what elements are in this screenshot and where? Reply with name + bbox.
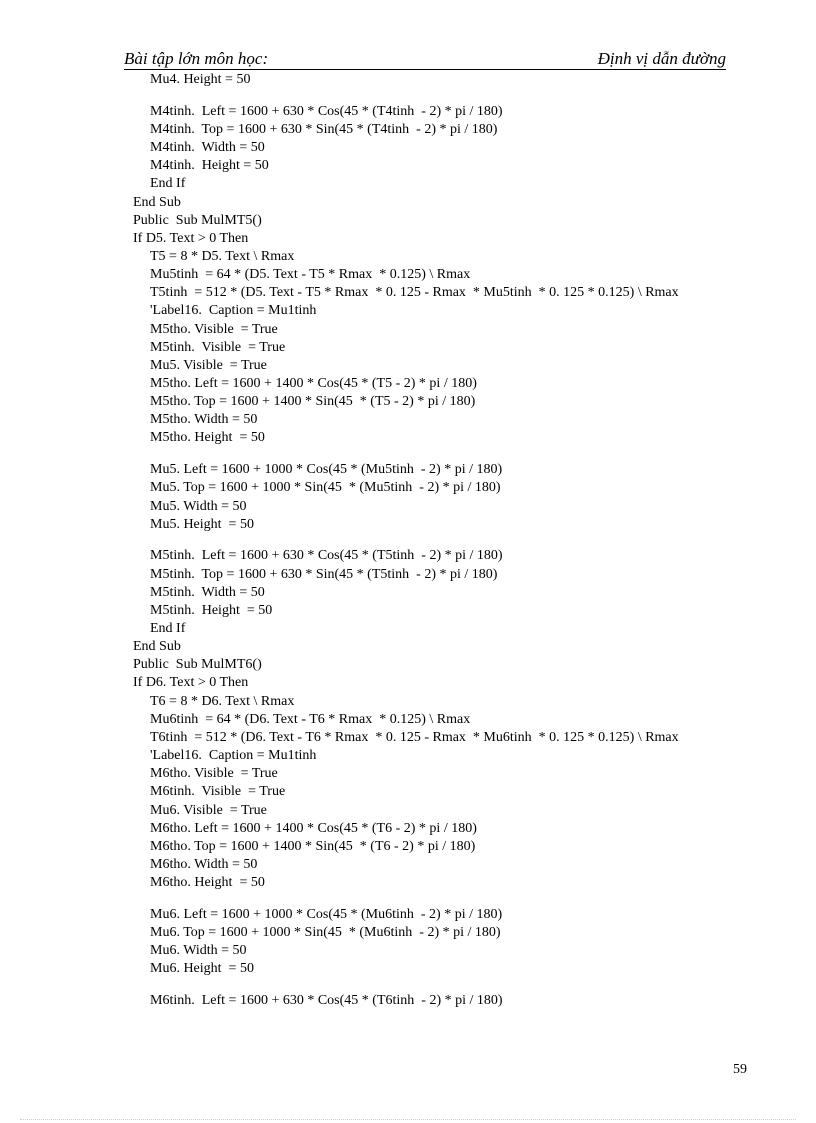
code-line: Mu6. Top = 1600 + 1000 * Sin(45 * (Mu6tinh - 2) * pi / 180) xyxy=(150,925,501,941)
code-line: Public Sub MulMT5() xyxy=(133,212,262,228)
code-line: Mu5. Width = 50 xyxy=(150,498,247,514)
code-line: 'Label16. Caption = Mu1tinh xyxy=(150,748,317,764)
code-line: 'Label16. Caption = Mu1tinh xyxy=(150,303,317,319)
code-line: Mu6. Height = 50 xyxy=(150,961,254,977)
code-line: M4tinh. Width = 50 xyxy=(150,140,265,156)
code-line: M5tho. Left = 1600 + 1400 * Cos(45 * (T5 - 2) * pi / 180) xyxy=(150,376,477,391)
header-subject-title: Định vị dẫn đường xyxy=(597,49,726,68)
code-line: M5tho. Visible = True xyxy=(150,321,278,337)
code-line: M5tho. Height = 50 xyxy=(150,430,265,446)
code-line: T6 = 8 * D6. Text \ Rmax xyxy=(150,693,295,709)
code-line: M5tinh. Visible = True xyxy=(150,339,286,355)
code-line: Mu6. Width = 50 xyxy=(150,943,247,959)
page-header xyxy=(124,49,726,70)
code-line: M6tho. Top = 1600 + 1400 * Sin(45 * (T6 - 2) * pi / 180) xyxy=(150,838,476,854)
code-line: End Sub xyxy=(133,639,181,655)
code-line: M5tho. Width = 50 xyxy=(150,412,258,428)
code-line: M4tinh. Top = 1600 + 630 * Sin(45 * (T4tinh - 2) * pi / 180) xyxy=(150,121,498,137)
code-line: Mu5tinh = 64 * (D5. Text - T5 * Rmax * 0.125) \ Rmax xyxy=(150,267,471,283)
code-line: Public Sub MulMT6() xyxy=(133,657,262,673)
code-line: End Sub xyxy=(133,194,181,210)
code-line: Mu4. Height = 50 xyxy=(150,72,251,87)
code-line: M4tinh. Left = 1600 + 630 * Cos(45 * (T4tinh - 2) * pi / 180) xyxy=(150,103,503,119)
code-line: Mu5. Height = 50 xyxy=(150,516,254,532)
code-line: Mu5. Left = 1600 + 1000 * Cos(45 * (Mu5tinh - 2) * pi / 180) xyxy=(150,462,503,478)
code-line: M6tho. Height = 50 xyxy=(150,875,265,891)
code-line: M6tho. Visible = True xyxy=(150,766,278,782)
code-line: End If xyxy=(150,176,186,192)
code-line: Mu5. Visible = True xyxy=(150,357,267,373)
page-number: 59 xyxy=(733,1062,747,1077)
code-line: M5tinh. Height = 50 xyxy=(150,602,273,618)
code-line: If D5. Text > 0 Then xyxy=(133,230,249,246)
code-line: Mu6tinh = 64 * (D6. Text - T6 * Rmax * 0.125) \ Rmax xyxy=(150,711,471,727)
code-line: M5tinh. Left = 1600 + 630 * Cos(45 * (T5tinh - 2) * pi / 180) xyxy=(150,548,503,564)
code-line: T5 = 8 * D5. Text \ Rmax xyxy=(150,248,295,264)
page-bottom-divider xyxy=(20,1119,796,1120)
code-line: M6tho. Left = 1600 + 1400 * Cos(45 * (T6 - 2) * pi / 180) xyxy=(150,820,477,836)
code-line: Mu6. Visible = True xyxy=(150,802,267,818)
code-line: M5tinh. Width = 50 xyxy=(150,584,265,600)
code-line: T6tinh = 512 * (D6. Text - T6 * Rmax * 0. 125 - Rmax * Mu6tinh * 0. 125 * 0.125) \ Rmax xyxy=(150,729,679,745)
code-line: End If xyxy=(150,621,186,637)
code-line: If D6. Text > 0 Then xyxy=(133,675,249,691)
code-line: Mu6. Left = 1600 + 1000 * Cos(45 * (Mu6tinh - 2) * pi / 180) xyxy=(150,906,503,922)
code-line: M5tho. Top = 1600 + 1400 * Sin(45 * (T5 - 2) * pi / 180) xyxy=(150,394,476,410)
code-line: M6tinh. Visible = True xyxy=(150,784,286,800)
code-line: M6tho. Width = 50 xyxy=(150,856,258,872)
code-line: T5tinh = 512 * (D5. Text - T5 * Rmax * 0. 125 - Rmax * Mu5tinh * 0. 125 * 0.125) \ Rmax xyxy=(150,285,679,301)
code-line: Mu5. Top = 1600 + 1000 * Sin(45 * (Mu5tinh - 2) * pi / 180) xyxy=(150,480,501,496)
code-line: M5tinh. Top = 1600 + 630 * Sin(45 * (T5tinh - 2) * pi / 180) xyxy=(150,566,498,582)
code-line: M4tinh. Height = 50 xyxy=(150,158,269,174)
header-course-title: Bài tập lớn môn học: xyxy=(124,49,269,68)
code-line: M6tinh. Left = 1600 + 630 * Cos(45 * (T6tinh - 2) * pi / 180) xyxy=(150,993,503,1009)
